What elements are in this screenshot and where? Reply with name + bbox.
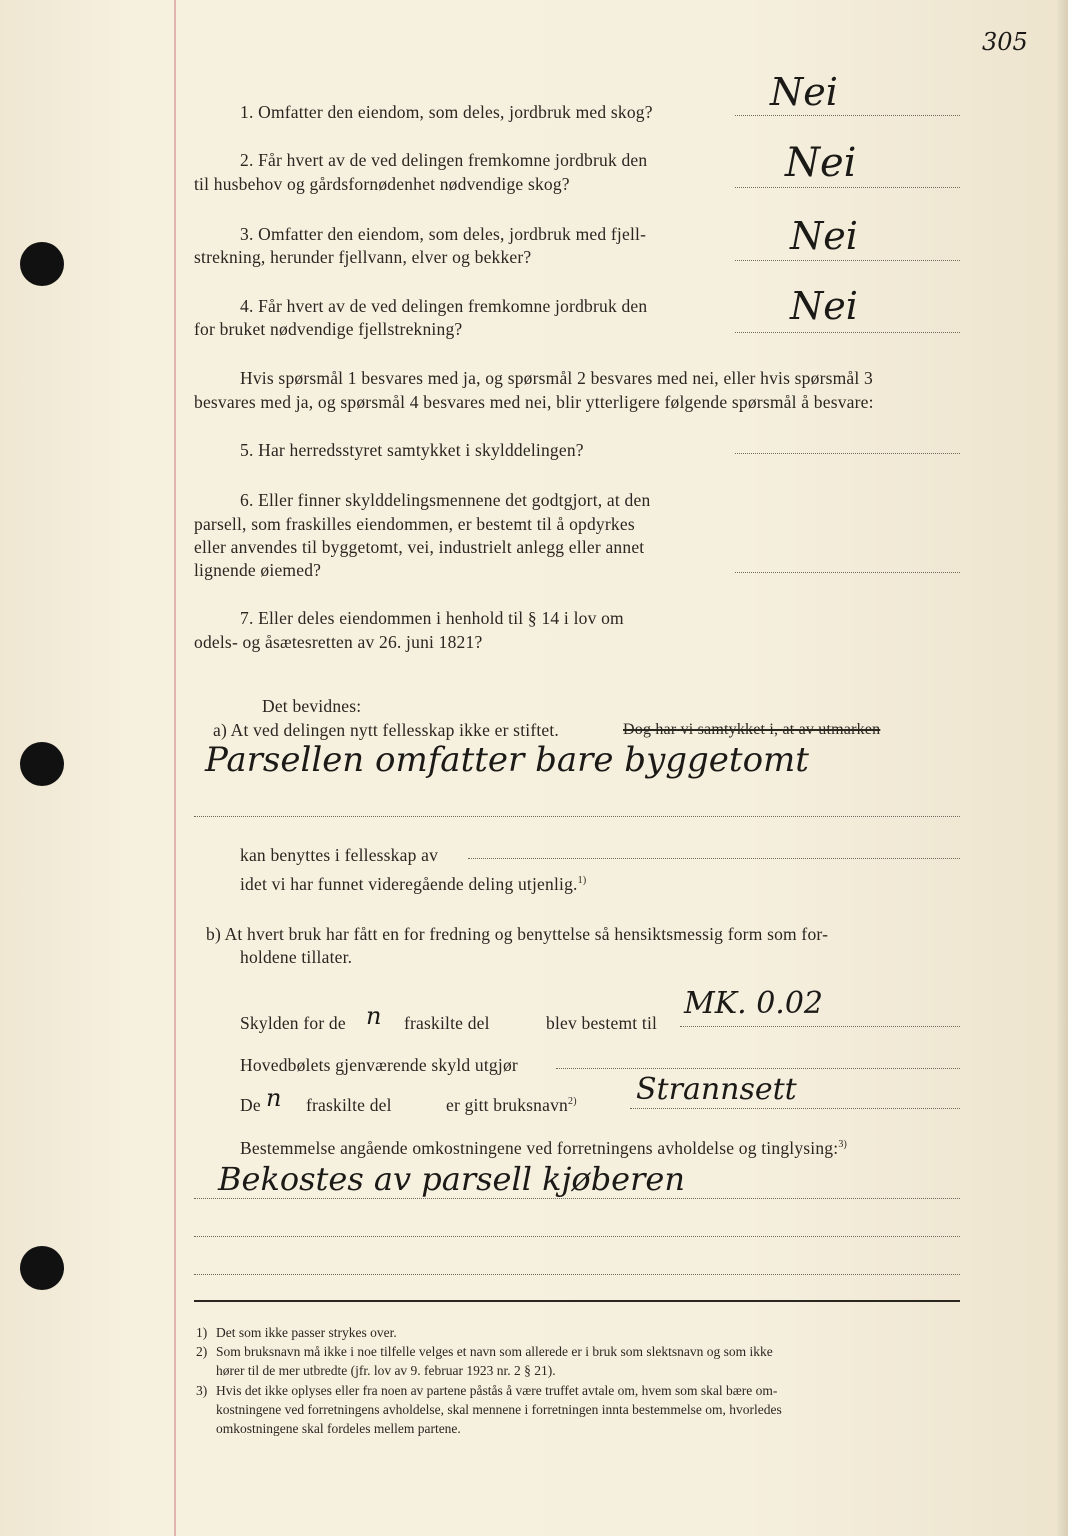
page-number: 305: [982, 28, 1028, 56]
bevidnes-a-struck: Dog har vi samtykket i, at av utmarken: [623, 721, 881, 738]
footnote-1-line-1: Det som ikke passer strykes over.: [216, 1325, 397, 1340]
question-7-line-1: 7. Eller deles eiendommen i henhold til § 14 i lov om: [240, 608, 624, 628]
footnote-2-line-2: hører til de mer utbredte (jfr. lov av 9. februar 1923 nr. 2 § 21).: [216, 1363, 556, 1378]
question-6-line-4: lignende øiemed?: [194, 560, 322, 580]
answer-2-handwritten: Nei: [785, 140, 857, 186]
blank-line-2: [194, 1236, 960, 1237]
bruksnavn-hw-n: n: [266, 1084, 282, 1112]
blank-line-a: [194, 816, 960, 817]
answer-4-handwritten: Nei: [790, 284, 858, 328]
question-5: 5. Har herredsstyret samtykket i skylddelingen?: [240, 440, 584, 460]
footnote-3-mark: 3): [196, 1383, 208, 1398]
answer-line-4: [735, 332, 960, 333]
hovedbolet-line: [556, 1068, 960, 1069]
footnote-1-mark: 1): [196, 1325, 208, 1340]
skylden-middle: fraskilte del: [404, 1013, 490, 1033]
footnote-3-line-2: kostningene ved forretningens avholdelse, skal mennene i forretningen innta bestemmelse om, hvorledes: [216, 1402, 782, 1417]
answer-line-1: [735, 115, 960, 116]
punch-hole-3: [20, 1246, 64, 1290]
bruksnavn-middle: fraskilte del: [306, 1095, 392, 1115]
kan-benyttes-label: kan benyttes i fellesskap av: [240, 845, 439, 865]
condition-line-1: Hvis spørsmål 1 besvares med ja, og spørsmål 2 besvares med nei, eller hvis spørsmål 3: [240, 368, 873, 388]
footnote-3-line-1: Hvis det ikke oplyses eller fra noen av partene påstås å være truffet avtale om, hvem som skal bære om-: [216, 1383, 778, 1398]
bevidnes-heading: Det bevidnes:: [262, 696, 362, 716]
question-2-line-2: til husbehov og gårdsfornødenhet nødvendige skog?: [194, 174, 570, 194]
question-4-line-2: for bruket nødvendige fjellstrekning?: [194, 319, 463, 339]
bevidnes-a-handwritten: Parsellen omfatter bare byggetomt: [205, 740, 809, 780]
hovedbolet-label: Hovedbølets gjenværende skyld utgjør: [240, 1055, 518, 1075]
bevidnes-b-line-1: b) At hvert bruk har fått en for fredning og benyttelse så hensiktsmessig form som for-: [206, 924, 829, 944]
question-6-line-3: eller anvendes til byggetomt, vei, industrielt anlegg eller annet: [194, 537, 645, 557]
footnote-3-line-3: omkostningene skal fordeles mellem partene.: [216, 1421, 461, 1436]
margin-line: [174, 0, 176, 1536]
bevidnes-a-text: a) At ved delingen nytt fellesskap ikke er stiftet.: [213, 720, 560, 740]
punch-hole-2: [20, 742, 64, 786]
answer-line-2: [735, 187, 960, 188]
bruksnavn-line: [630, 1108, 960, 1109]
skylden-line: [680, 1026, 960, 1027]
question-6-line-1: 6. Eller finner skylddelingsmennene det godtgjort, at den: [240, 490, 651, 510]
page-edge: [1058, 0, 1068, 1536]
blank-line-1: [194, 1198, 960, 1199]
question-1-line-1: 1. Omfatter den eiendom, som deles, jordbruk med skog?: [240, 102, 653, 122]
answer-3-handwritten: Nei: [790, 214, 858, 258]
condition-line-2: besvares med ja, og spørsmål 4 besvares med nei, blir ytterligere følgende spørsmål å besvare:: [194, 392, 874, 412]
bestemmelse-hw-value: Bekostes av parsell kjøberen: [218, 1160, 685, 1198]
answer-1-handwritten: Nei: [770, 70, 838, 114]
footnote-rule: [194, 1300, 960, 1302]
bruksnavn-suffix: er gitt bruksnavn$^{2)}$: [446, 1095, 577, 1115]
answer-line-5: [735, 453, 960, 454]
punch-hole-1: [20, 242, 64, 286]
skylden-prefix: Skylden for de: [240, 1013, 346, 1033]
bestemmelse-label: Bestemmelse angående omkostningene ved forretningens avholdelse og tinglysing:$^{3)}$: [240, 1138, 848, 1158]
skylden-hw-n: n: [366, 1002, 382, 1030]
skylden-suffix: blev bestemt til: [546, 1013, 658, 1033]
question-2-line-1: 2. Får hvert av de ved delingen fremkomne jordbruk den: [240, 150, 648, 170]
kan-benyttes-line: [468, 858, 960, 859]
question-6-line-2: parsell, som fraskilles eiendommen, er bestemt til å opdyrkes: [194, 514, 635, 534]
answer-line-6: [735, 572, 960, 573]
footnote-2-mark: 2): [196, 1344, 208, 1359]
bevidnes-b-line-2: holdene tillater.: [240, 947, 353, 967]
footnote-2-line-1: Som bruksnavn må ikke i noe tilfelle velges et navn som allerede er i bruk som slektsnavn og som ikke: [216, 1344, 773, 1359]
blank-line-3: [194, 1274, 960, 1275]
bruksnavn-prefix: De: [240, 1095, 261, 1115]
question-3-line-1: 3. Omfatter den eiendom, som deles, jordbruk med fjell-: [240, 224, 647, 244]
skylden-hw-value: MK. 0.02: [684, 986, 823, 1021]
idet-label: idet vi har funnet videregående deling utjenlig.$^{1)}$: [240, 874, 587, 894]
question-7-line-2: odels- og åsætesretten av 26. juni 1821?: [194, 632, 483, 652]
question-3-line-2: strekning, herunder fjellvann, elver og bekker?: [194, 247, 532, 267]
bruksnavn-hw-value: Strannsett: [636, 1072, 797, 1107]
question-4-line-1: 4. Får hvert av de ved delingen fremkomne jordbruk den: [240, 296, 648, 316]
answer-line-3: [735, 260, 960, 261]
